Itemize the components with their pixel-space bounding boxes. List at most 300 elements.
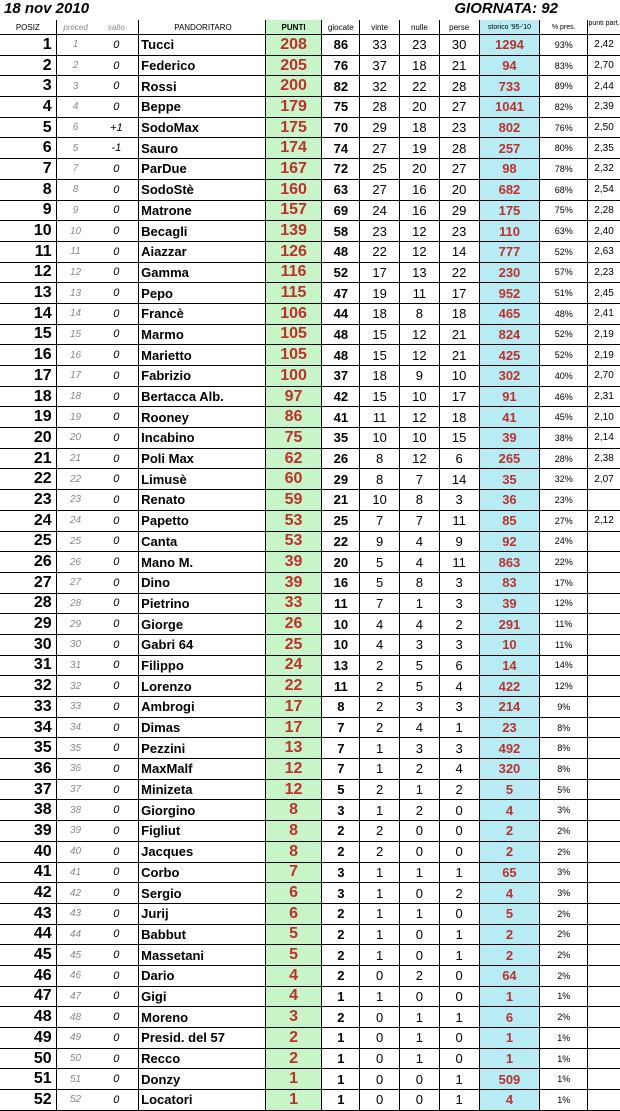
cell-history: 802 [479, 117, 540, 138]
table-row [0, 366, 620, 387]
cell-presence: 8% [540, 717, 588, 738]
cell-played: 76 [322, 55, 360, 76]
cell-history: 175 [479, 200, 540, 221]
cell-lost: 21 [439, 55, 479, 76]
table-row [0, 965, 620, 986]
cell-lost: 27 [439, 97, 479, 118]
cell-history: 83 [479, 572, 540, 593]
cell-points: 12 [265, 759, 322, 780]
cell-pos: 15 [0, 324, 56, 345]
cell-presence: 27% [540, 510, 588, 531]
cell-prev: 45 [56, 945, 94, 966]
cell-ppg [588, 903, 620, 924]
cell-jump: 0 [94, 759, 138, 780]
cell-won: 0 [360, 1090, 400, 1111]
cell-presence: 3% [540, 883, 588, 904]
cell-jump: 0 [94, 965, 138, 986]
cell-drawn: 0 [400, 821, 440, 842]
cell-lost: 6 [439, 448, 479, 469]
header-pos: POSIZ [0, 20, 56, 35]
cell-jump: 0 [94, 676, 138, 697]
cell-history: 257 [479, 138, 540, 159]
table-row [0, 841, 620, 862]
cell-name: Figliut [139, 821, 266, 842]
cell-drawn: 1 [400, 1028, 440, 1049]
cell-pos: 29 [0, 614, 56, 635]
cell-drawn: 0 [400, 841, 440, 862]
cell-prev: 46 [56, 965, 94, 986]
cell-presence: 52% [540, 345, 588, 366]
cell-pos: 46 [0, 965, 56, 986]
cell-history: 41 [479, 407, 540, 428]
header-lost: perse [439, 20, 479, 35]
cell-history: 5 [479, 903, 540, 924]
cell-played: 52 [322, 262, 360, 283]
cell-ppg [588, 1028, 620, 1049]
cell-played: 5 [322, 779, 360, 800]
table-row [0, 448, 620, 469]
cell-pos: 27 [0, 572, 56, 593]
table-row [0, 759, 620, 780]
cell-lost: 3 [439, 593, 479, 614]
cell-points: 115 [265, 283, 322, 304]
cell-prev: 10 [56, 221, 94, 242]
cell-history: 465 [479, 303, 540, 324]
cell-points: 53 [265, 510, 322, 531]
cell-played: 2 [322, 903, 360, 924]
cell-won: 0 [360, 1048, 400, 1069]
cell-presence: 2% [540, 841, 588, 862]
cell-prev: 5 [56, 138, 94, 159]
cell-jump: 0 [94, 1007, 138, 1028]
table-row [0, 552, 620, 573]
cell-pos: 20 [0, 428, 56, 449]
cell-points: 17 [265, 717, 322, 738]
cell-lost: 4 [439, 676, 479, 697]
cell-ppg [588, 1048, 620, 1069]
cell-ppg: 2,54 [588, 179, 620, 200]
table-row [0, 862, 620, 883]
cell-jump: 0 [94, 593, 138, 614]
cell-jump: 0 [94, 303, 138, 324]
cell-ppg: 2,32 [588, 159, 620, 180]
cell-history: 64 [479, 965, 540, 986]
cell-name: Pezzini [139, 738, 266, 759]
cell-ppg: 2,28 [588, 200, 620, 221]
cell-prev: 15 [56, 324, 94, 345]
cell-history: 5 [479, 779, 540, 800]
cell-points: 139 [265, 221, 322, 242]
cell-history: 863 [479, 552, 540, 573]
table-header-row [0, 20, 620, 35]
cell-ppg [588, 800, 620, 821]
cell-name: Rossi [139, 76, 266, 97]
cell-jump: 0 [94, 821, 138, 842]
cell-pos: 19 [0, 407, 56, 428]
cell-jump: 0 [94, 324, 138, 345]
cell-drawn: 16 [400, 179, 440, 200]
cell-won: 10 [360, 428, 400, 449]
cell-ppg: 2,39 [588, 97, 620, 118]
cell-presence: 80% [540, 138, 588, 159]
cell-history: 65 [479, 862, 540, 883]
cell-jump: 0 [94, 945, 138, 966]
cell-drawn: 10 [400, 386, 440, 407]
cell-won: 7 [360, 510, 400, 531]
table-row [0, 428, 620, 449]
cell-played: 7 [322, 717, 360, 738]
cell-presence: 28% [540, 448, 588, 469]
cell-won: 11 [360, 407, 400, 428]
cell-presence: 2% [540, 924, 588, 945]
cell-jump: 0 [94, 428, 138, 449]
cell-jump: 0 [94, 448, 138, 469]
cell-name: Aiazzar [139, 241, 266, 262]
table-row [0, 35, 620, 56]
cell-played: 2 [322, 1007, 360, 1028]
cell-prev: 9 [56, 200, 94, 221]
cell-played: 16 [322, 572, 360, 593]
cell-pos: 52 [0, 1090, 56, 1111]
cell-prev: 50 [56, 1048, 94, 1069]
cell-drawn: 22 [400, 76, 440, 97]
cell-history: 4 [479, 800, 540, 821]
cell-points: 160 [265, 179, 322, 200]
cell-points: 100 [265, 366, 322, 387]
cell-points: 1 [265, 1069, 322, 1090]
cell-lost: 15 [439, 428, 479, 449]
cell-name: Moreno [139, 1007, 266, 1028]
cell-points: 208 [265, 35, 322, 56]
cell-prev: 13 [56, 283, 94, 304]
cell-name: Jurij [139, 903, 266, 924]
table-row [0, 593, 620, 614]
cell-presence: 63% [540, 221, 588, 242]
table-row [0, 200, 620, 221]
cell-pos: 18 [0, 386, 56, 407]
cell-name: Minizeta [139, 779, 266, 800]
cell-ppg: 2,19 [588, 324, 620, 345]
cell-ppg [588, 697, 620, 718]
cell-points: 86 [265, 407, 322, 428]
cell-history: 39 [479, 593, 540, 614]
cell-lost: 4 [439, 759, 479, 780]
cell-pos: 33 [0, 697, 56, 718]
cell-presence: 12% [540, 593, 588, 614]
cell-lost: 0 [439, 903, 479, 924]
cell-won: 10 [360, 490, 400, 511]
cell-presence: 22% [540, 552, 588, 573]
cell-drawn: 3 [400, 697, 440, 718]
cell-history: 952 [479, 283, 540, 304]
cell-ppg [588, 862, 620, 883]
cell-pos: 5 [0, 117, 56, 138]
cell-presence: 76% [540, 117, 588, 138]
cell-jump: 0 [94, 800, 138, 821]
cell-points: 5 [265, 924, 322, 945]
cell-name: Gamma [139, 262, 266, 283]
cell-played: 2 [322, 965, 360, 986]
cell-jump: 0 [94, 366, 138, 387]
cell-lost: 3 [439, 634, 479, 655]
table-row [0, 1007, 620, 1028]
cell-presence: 1% [540, 1028, 588, 1049]
cell-lost: 1 [439, 1090, 479, 1111]
cell-presence: 52% [540, 241, 588, 262]
cell-drawn: 2 [400, 965, 440, 986]
cell-played: 2 [322, 945, 360, 966]
cell-pos: 43 [0, 903, 56, 924]
table-row [0, 159, 620, 180]
table-row [0, 572, 620, 593]
cell-played: 26 [322, 448, 360, 469]
cell-pos: 42 [0, 883, 56, 904]
cell-played: 35 [322, 428, 360, 449]
cell-name: Gabri 64 [139, 634, 266, 655]
cell-presence: 78% [540, 159, 588, 180]
cell-pos: 14 [0, 303, 56, 324]
cell-prev: 39 [56, 821, 94, 842]
cell-pos: 17 [0, 366, 56, 387]
cell-jump: 0 [94, 159, 138, 180]
cell-jump: 0 [94, 986, 138, 1007]
cell-lost: 3 [439, 697, 479, 718]
cell-ppg [588, 572, 620, 593]
cell-points: 17 [265, 697, 322, 718]
cell-presence: 52% [540, 324, 588, 345]
header-won: vinte [360, 20, 400, 35]
cell-presence: 38% [540, 428, 588, 449]
cell-history: 1294 [479, 35, 540, 56]
table-row [0, 717, 620, 738]
table-row [0, 800, 620, 821]
cell-points: 4 [265, 965, 322, 986]
table-row [0, 614, 620, 635]
cell-jump: 0 [94, 469, 138, 490]
cell-points: 13 [265, 738, 322, 759]
cell-prev: 22 [56, 469, 94, 490]
cell-prev: 36 [56, 759, 94, 780]
cell-lost: 1 [439, 717, 479, 738]
cell-presence: 3% [540, 862, 588, 883]
cell-drawn: 0 [400, 883, 440, 904]
table-row [0, 1069, 620, 1090]
cell-played: 48 [322, 345, 360, 366]
cell-presence: 93% [540, 35, 588, 56]
cell-jump: 0 [94, 283, 138, 304]
cell-history: 2 [479, 821, 540, 842]
cell-played: 82 [322, 76, 360, 97]
cell-name: Mano M. [139, 552, 266, 573]
cell-name: MaxMalf [139, 759, 266, 780]
cell-won: 2 [360, 697, 400, 718]
cell-name: Dario [139, 965, 266, 986]
cell-points: 8 [265, 821, 322, 842]
cell-pos: 35 [0, 738, 56, 759]
cell-pos: 25 [0, 531, 56, 552]
cell-lost: 23 [439, 117, 479, 138]
cell-history: 1 [479, 986, 540, 1007]
cell-prev: 19 [56, 407, 94, 428]
cell-played: 10 [322, 634, 360, 655]
cell-played: 86 [322, 35, 360, 56]
cell-history: 1 [479, 1028, 540, 1049]
cell-drawn: 2 [400, 800, 440, 821]
cell-presence: 14% [540, 655, 588, 676]
cell-pos: 12 [0, 262, 56, 283]
cell-ppg: 2,23 [588, 262, 620, 283]
cell-points: 25 [265, 634, 322, 655]
cell-won: 27 [360, 179, 400, 200]
cell-won: 7 [360, 593, 400, 614]
cell-won: 15 [360, 324, 400, 345]
cell-jump: 0 [94, 634, 138, 655]
header-jump: salto [94, 20, 138, 35]
cell-presence: 2% [540, 821, 588, 842]
cell-played: 25 [322, 510, 360, 531]
cell-history: 92 [479, 531, 540, 552]
cell-prev: 37 [56, 779, 94, 800]
cell-jump: 0 [94, 614, 138, 635]
cell-won: 18 [360, 303, 400, 324]
cell-ppg: 2,50 [588, 117, 620, 138]
standings-table [0, 20, 620, 1111]
cell-name: Poli Max [139, 448, 266, 469]
cell-won: 1 [360, 862, 400, 883]
cell-points: 8 [265, 841, 322, 862]
cell-drawn: 7 [400, 469, 440, 490]
cell-won: 1 [360, 945, 400, 966]
cell-lost: 0 [439, 821, 479, 842]
cell-won: 4 [360, 634, 400, 655]
cell-pos: 40 [0, 841, 56, 862]
cell-presence: 23% [540, 490, 588, 511]
cell-played: 10 [322, 614, 360, 635]
cell-points: 4 [265, 986, 322, 1007]
cell-presence: 89% [540, 76, 588, 97]
cell-presence: 1% [540, 986, 588, 1007]
cell-presence: 2% [540, 945, 588, 966]
cell-jump: 0 [94, 655, 138, 676]
cell-lost: 10 [439, 366, 479, 387]
cell-name: Dimas [139, 717, 266, 738]
cell-played: 7 [322, 738, 360, 759]
cell-won: 29 [360, 117, 400, 138]
cell-points: 75 [265, 428, 322, 449]
cell-drawn: 1 [400, 1048, 440, 1069]
cell-ppg: 2,41 [588, 303, 620, 324]
cell-presence: 2% [540, 1007, 588, 1028]
cell-drawn: 12 [400, 221, 440, 242]
cell-prev: 44 [56, 924, 94, 945]
cell-jump: 0 [94, 510, 138, 531]
cell-played: 1 [322, 1028, 360, 1049]
cell-ppg [588, 883, 620, 904]
cell-history: 2 [479, 924, 540, 945]
table-row [0, 324, 620, 345]
cell-history: 230 [479, 262, 540, 283]
cell-won: 33 [360, 35, 400, 56]
cell-jump: 0 [94, 1069, 138, 1090]
cell-prev: 27 [56, 572, 94, 593]
cell-drawn: 1 [400, 903, 440, 924]
cell-history: 1041 [479, 97, 540, 118]
cell-lost: 1 [439, 1007, 479, 1028]
cell-lost: 2 [439, 883, 479, 904]
cell-drawn: 8 [400, 303, 440, 324]
cell-lost: 23 [439, 221, 479, 242]
cell-pos: 21 [0, 448, 56, 469]
cell-points: 2 [265, 1048, 322, 1069]
cell-drawn: 5 [400, 655, 440, 676]
cell-prev: 8 [56, 179, 94, 200]
cell-ppg: 2,70 [588, 55, 620, 76]
cell-jump: 0 [94, 490, 138, 511]
cell-jump: 0 [94, 1090, 138, 1111]
cell-name: Lorenzo [139, 676, 266, 697]
cell-ppg [588, 634, 620, 655]
cell-lost: 18 [439, 303, 479, 324]
cell-ppg: 2,63 [588, 241, 620, 262]
cell-points: 8 [265, 800, 322, 821]
cell-won: 22 [360, 241, 400, 262]
cell-history: 23 [479, 717, 540, 738]
cell-drawn: 3 [400, 738, 440, 759]
cell-name: Giorge [139, 614, 266, 635]
cell-drawn: 4 [400, 552, 440, 573]
cell-name: ParDue [139, 159, 266, 180]
cell-name: SodoMax [139, 117, 266, 138]
cell-points: 6 [265, 883, 322, 904]
cell-won: 27 [360, 138, 400, 159]
cell-pos: 16 [0, 345, 56, 366]
cell-ppg [588, 821, 620, 842]
cell-prev: 25 [56, 531, 94, 552]
cell-name: Gigi [139, 986, 266, 1007]
cell-history: 1 [479, 1048, 540, 1069]
cell-ppg [588, 759, 620, 780]
cell-points: 6 [265, 903, 322, 924]
cell-won: 1 [360, 924, 400, 945]
cell-presence: 1% [540, 1069, 588, 1090]
cell-prev: 16 [56, 345, 94, 366]
cell-jump: 0 [94, 862, 138, 883]
cell-pos: 9 [0, 200, 56, 221]
cell-points: 39 [265, 552, 322, 573]
cell-presence: 5% [540, 779, 588, 800]
cell-name: Marietto [139, 345, 266, 366]
cell-lost: 0 [439, 965, 479, 986]
cell-played: 11 [322, 593, 360, 614]
cell-ppg [588, 986, 620, 1007]
cell-history: 214 [479, 697, 540, 718]
cell-history: 302 [479, 366, 540, 387]
table-row [0, 97, 620, 118]
cell-lost: 2 [439, 779, 479, 800]
table-row [0, 510, 620, 531]
cell-name: Limusè [139, 469, 266, 490]
cell-presence: 82% [540, 97, 588, 118]
cell-presence: 11% [540, 614, 588, 635]
cell-name: SodoStè [139, 179, 266, 200]
cell-won: 5 [360, 572, 400, 593]
cell-played: 69 [322, 200, 360, 221]
cell-played: 75 [322, 97, 360, 118]
cell-name: Papetto [139, 510, 266, 531]
cell-pos: 41 [0, 862, 56, 883]
cell-history: 35 [479, 469, 540, 490]
cell-pos: 11 [0, 241, 56, 262]
